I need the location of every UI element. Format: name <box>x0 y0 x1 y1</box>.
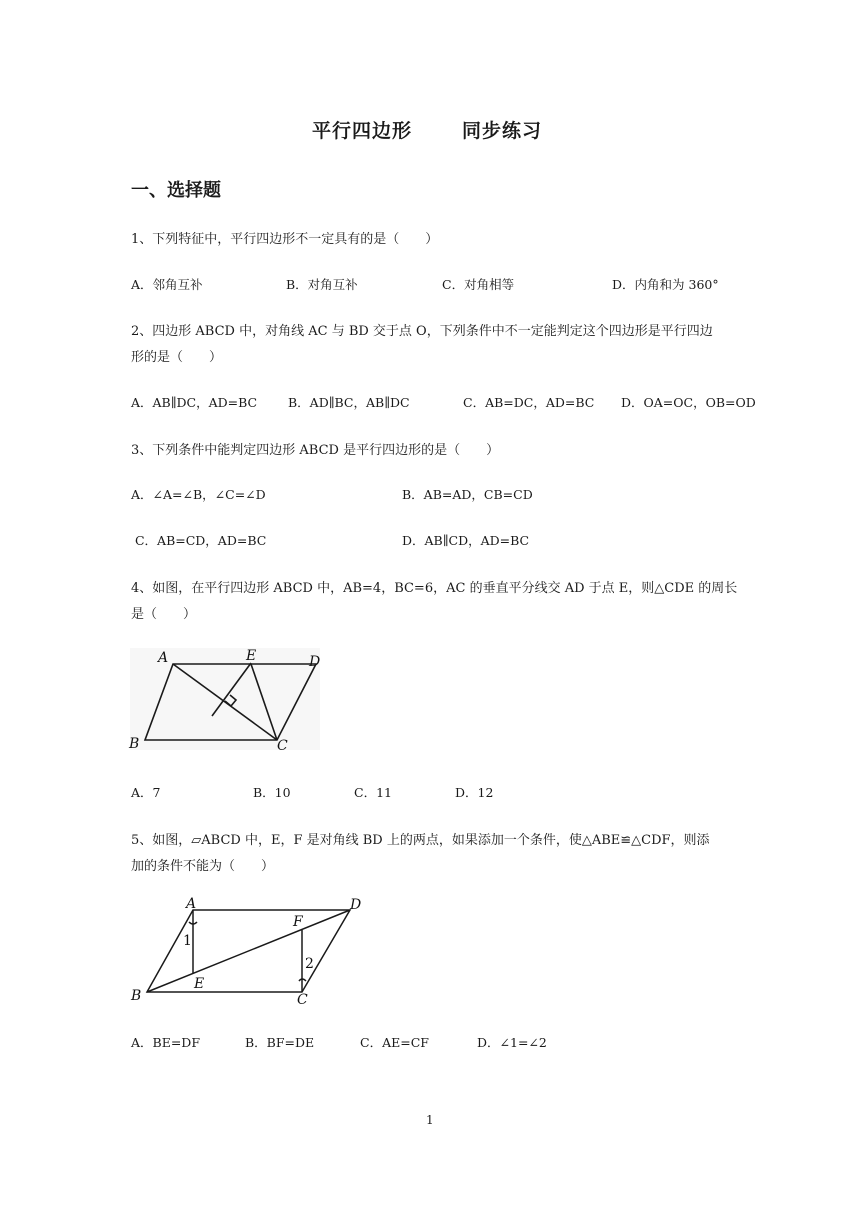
question-5-option-d: D．∠1=∠2 <box>477 1035 547 1050</box>
fig4-label-e: E <box>246 648 257 664</box>
question-5-option-b: B．BF=DE <box>245 1035 315 1050</box>
question-4-option-b: B．10 <box>253 785 291 800</box>
question-2-stem-line1: 2、四边形 ABCD 中，对角线 AC 与 BD 交于点 O，下列条件中不一定能判定这个四边形是平行四边 <box>131 324 713 339</box>
fig5-label-b: B <box>131 988 142 1004</box>
page-title-right: 同步练习 <box>462 120 543 142</box>
page-number: 1 <box>426 1113 434 1127</box>
fig4-label-c: C <box>277 738 288 754</box>
fig5-label-d: D <box>350 897 362 913</box>
question-5-stem-line1: 5、如图，▱ABCD 中，E，F 是对角线 BD 上的两点，如果添加一个条件，使△ABE≌△CDF，则添 <box>131 833 710 848</box>
fig5-label-a: A <box>186 896 197 912</box>
question-1-stem: 1、下列特征中，平行四边形不一定具有的是（ ） <box>131 232 439 247</box>
question-3-option-c: C．AB=CD，AD=BC <box>131 533 267 548</box>
question-2-option-a: A．AB∥DC，AD=BC <box>131 395 258 410</box>
section-heading: 一、选择题 <box>131 180 221 201</box>
question-1-option-d: D．内角和为 360° <box>612 277 719 292</box>
fig4-label-d: D <box>309 654 321 670</box>
question-4-option-d: D．12 <box>455 785 494 800</box>
question-2-stem-line2: 形的是（ ） <box>131 350 223 365</box>
question-3-option-a: A．∠A=∠B，∠C=∠D <box>131 487 266 502</box>
question-3-option-d: D．AB∥CD，AD=BC <box>402 533 530 548</box>
fig5-label-f: F <box>293 914 303 930</box>
question-2-option-d: D．OA=OC，OB=OD <box>621 395 756 410</box>
fig5-label-2: 2 <box>305 956 314 972</box>
fig4-label-b: B <box>129 736 140 752</box>
question-4-option-c: C．11 <box>354 785 392 800</box>
question-3-stem: 3、下列条件中能判定四边形 ABCD 是平行四边形的是（ ） <box>131 443 500 458</box>
question-5-stem-line2: 加的条件不能为（ ） <box>131 859 275 874</box>
question-1-option-b: B．对角互补 <box>286 277 358 292</box>
fig5-label-e: E <box>194 976 205 992</box>
question-3-option-b: B．AB=AD，CB=CD <box>402 487 533 502</box>
question-1-option-c: C．对角相等 <box>442 277 515 292</box>
question-1-option-a: A．邻角互补 <box>131 277 203 292</box>
page-title-left: 平行四边形 <box>312 120 413 142</box>
question-4-stem-line2: 是（ ） <box>131 607 197 622</box>
question-5-option-c: C．AE=CF <box>360 1035 429 1050</box>
fig5-label-c: C <box>297 992 308 1008</box>
question-5-option-a: A．BE=DF <box>131 1035 201 1050</box>
question-4-option-a: A．7 <box>131 785 161 800</box>
fig4-label-a: A <box>158 650 169 666</box>
fig5-diagonal-bd <box>147 910 350 992</box>
question-2-option-c: C．AB=DC，AD=BC <box>463 395 595 410</box>
fig5-label-1: 1 <box>183 933 192 949</box>
question-2-option-b: B．AD∥BC，AB∥DC <box>288 395 410 410</box>
question-4-stem-line1: 4、如图，在平行四边形 ABCD 中，AB=4，BC=6，AC 的垂直平分线交 AD 于点 E，则△CDE 的周长 <box>131 581 738 596</box>
